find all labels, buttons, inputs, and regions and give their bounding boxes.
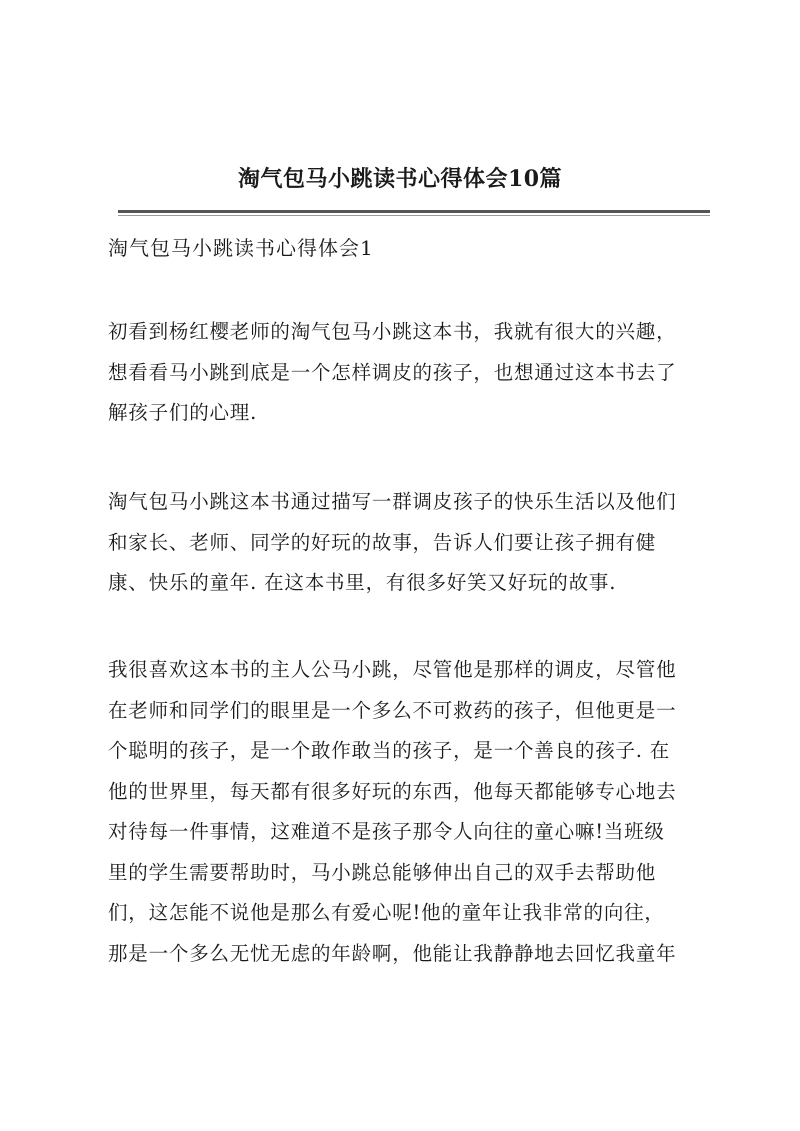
paragraph-1: [108, 312, 714, 434]
paragraph-line: 康、快乐的童年. 在这本书里，有很多好笑又好玩的故事.: [108, 571, 617, 594]
paragraph-line: 那是一个多么无忧无虑的年龄啊，他能让我静静地去回忆我童年: [108, 941, 677, 965]
paragraph-line: 在老师和同学们的眼里是一个多么不可救药的孩子，但他更是一: [108, 698, 677, 722]
paragraph-line: 他的世界里，每天都有很多好玩的东西，他每天都能够专心地去: [108, 779, 677, 803]
paragraph-line: 个聪明的孩子，是一个敢作敢当的孩子，是一个善良的孩子. 在: [108, 739, 671, 762]
paragraph-3: [108, 650, 714, 974]
section-heading: 淘气包马小跳读书心得体会1: [108, 236, 374, 260]
paragraph-line: 对待每一件事情，这难道不是孩子那令人向往的童心嘛!当班级: [108, 820, 665, 843]
title-divider: [118, 210, 710, 213]
paragraph-line: 淘气包马小跳这本书通过描写一群调皮孩子的快乐生活以及他们: [108, 490, 677, 513]
paragraph-line: 我很喜欢这本书的主人公马小跳，尽管他是那样的调皮，尽管他: [108, 658, 677, 681]
paragraph-line: 解孩子们的心理.: [108, 401, 258, 424]
paragraph-line: 初看到杨红樱老师的淘气包马小跳这本书，我就有很大的兴趣，: [108, 320, 677, 343]
paragraph-line: 和家长、老师、同学的好玩的故事，告诉人们要让孩子拥有健: [108, 530, 657, 554]
paragraph-2: [108, 482, 714, 604]
paragraph-line: 们，这怎能不说他是那么有爱心呢!他的童年让我非常的向往，: [108, 901, 665, 924]
paragraph-line: 想看看马小跳到底是一个怎样调皮的孩子，也想通过这本书去了: [108, 360, 677, 384]
document-title: 淘气包马小跳读书心得体会10篇: [237, 166, 563, 192]
paragraph-line: 里的学生需要帮助时，马小跳总能够伸出自己的双手去帮助他: [108, 860, 657, 884]
